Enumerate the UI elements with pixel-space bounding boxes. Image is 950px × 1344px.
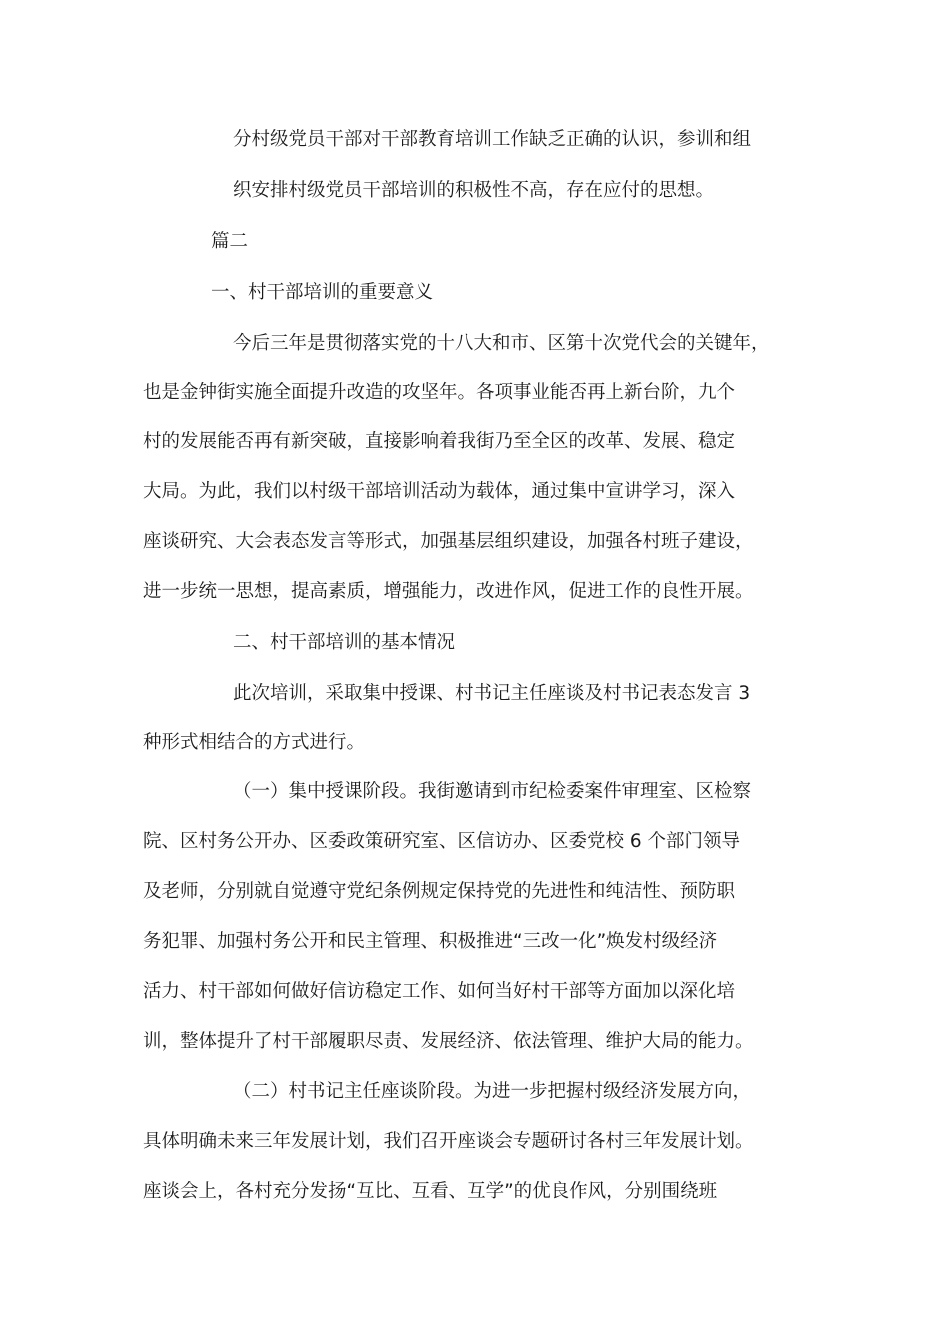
text-line: 座谈研究、大会表态发言等形式，加强基层组织建设，加强各村班子建设， — [143, 531, 754, 552]
section-heading: 一、村干部培训的重要意义 — [211, 282, 434, 303]
text-line: 大局。为此，我们以村级干部培训活动为载体，通过集中宣讲学习，深入 — [143, 481, 736, 502]
section-heading: 篇二 — [211, 231, 249, 252]
text-line: 活力、村干部如何做好信访稳定工作、如何当好村干部等方面加以深化培 — [143, 981, 736, 1002]
text-line: 今后三年是贯彻落实党的十八大和市、区第十次党代会的关键年， — [233, 333, 770, 354]
text-line: 座谈会上，各村充分发扬“互比、互看、互学”的优良作风，分别围绕班 — [143, 1181, 718, 1202]
text-line: 院、区村务公开办、区委政策研究室、区信访办、区委党校 6 个部门领导 — [143, 831, 741, 852]
text-line: 进一步统一思想，提高素质，增强能力，改进作风，促进工作的良性开展。 — [143, 581, 754, 602]
text-line: （二）村书记主任座谈阶段。为进一步把握村级经济发展方向， — [233, 1081, 752, 1102]
text-line: 分村级党员干部对干部教育培训工作缺乏正确的认识，参训和组 — [233, 129, 752, 150]
text-line: 也是金钟街实施全面提升改造的攻坚年。各项事业能否再上新台阶，九个 — [143, 382, 736, 403]
text-line: 种形式相结合的方式进行。 — [143, 732, 366, 753]
text-line: 村的发展能否再有新突破，直接影响着我街乃至全区的改革、发展、稳定 — [143, 431, 736, 452]
text-line: （一）集中授课阶段。我街邀请到市纪检委案件审理室、区检察 — [233, 781, 752, 802]
text-line: 此次培训，采取集中授课、村书记主任座谈及村书记表态发言 3 — [233, 683, 751, 704]
text-line: 具体明确未来三年发展计划，我们召开座谈会专题研讨各村三年发展计划。 — [143, 1131, 754, 1152]
text-line: 织安排村级党员干部培训的积极性不高，存在应付的思想。 — [233, 180, 715, 201]
section-heading: 二、村干部培训的基本情况 — [233, 632, 456, 653]
text-line: 及老师，分别就自觉遵守党纪条例规定保持党的先进性和纯洁性、预防职 — [143, 881, 736, 902]
text-line: 训，整体提升了村干部履职尽责、发展经济、依法管理、维护大局的能力。 — [143, 1031, 754, 1052]
text-line: 务犯罪、加强村务公开和民主管理、积极推进“三改一化”焕发村级经济 — [143, 931, 718, 952]
